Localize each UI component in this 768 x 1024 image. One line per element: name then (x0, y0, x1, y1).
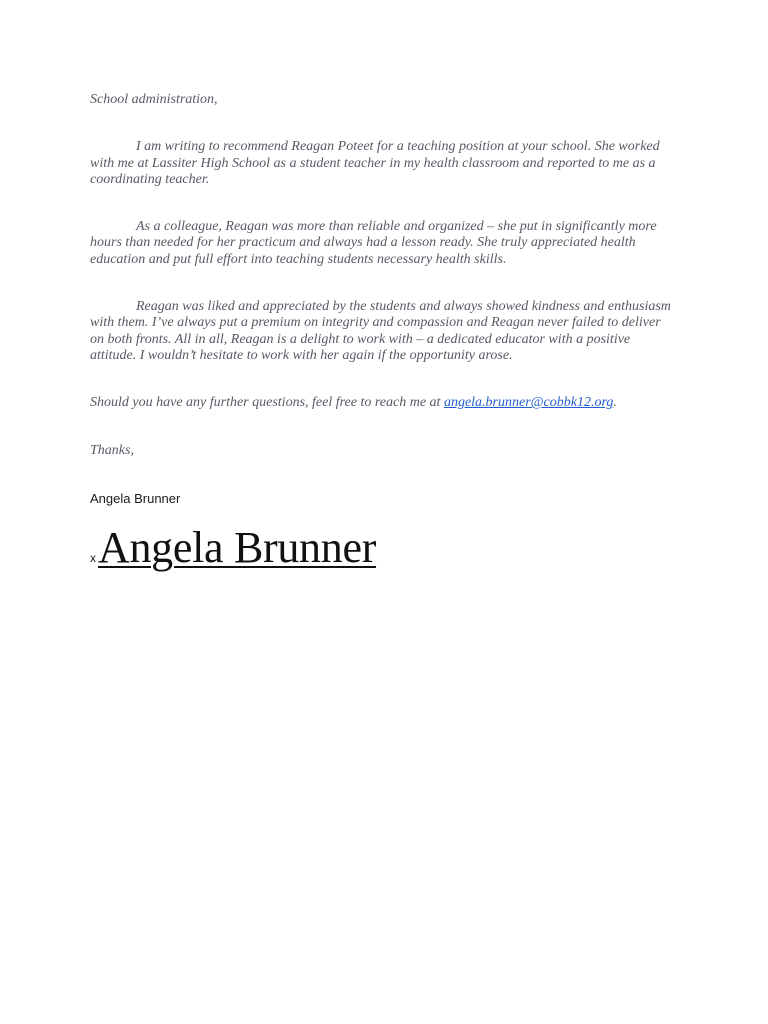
email-link[interactable]: angela.brunner@cobbk12.org (443, 395, 614, 411)
contact-line (90, 395, 675, 411)
letter-paragraph-2: As a colleague, Reagan was more than reliable and organized – she put in significantly more hours than needed for her practicum and always had a lesson ready. She truly appreciated health education and put full effort into teaching students necessary health skills. (90, 219, 657, 267)
contact-suffix: . (613, 395, 617, 411)
letter-greeting: School administration, (90, 92, 218, 107)
signer-name: Angela Brunner (90, 491, 181, 506)
letter-body (90, 92, 675, 459)
letter-closing: Thanks, (90, 442, 134, 458)
signature-name: Angela Brunner (98, 523, 377, 572)
letter-paragraph-3: Reagan was liked and appreciated by the students and always showed kindness and enthusiasm with them. I’ve always put a premium on integrity and compassion and Reagan never failed to deliver on both fronts. All in all, Reagan is a delight to work with – a dedicated educator with a positive attitude. I wouldn’t hesitate to work with her again if the opportunity arose. (90, 299, 671, 363)
letter-paragraph-1: I am writing to recommend Reagan Poteet for a teaching position at your school. She worked with me at Lassiter High School as a student teacher in my health classroom and reported to me as a coordinating teacher. (90, 139, 660, 187)
contact-prefix: Should you have any further questions, feel free to reach me at (90, 395, 444, 411)
signature-x-mark: x (90, 551, 96, 565)
signature-line (90, 522, 376, 573)
